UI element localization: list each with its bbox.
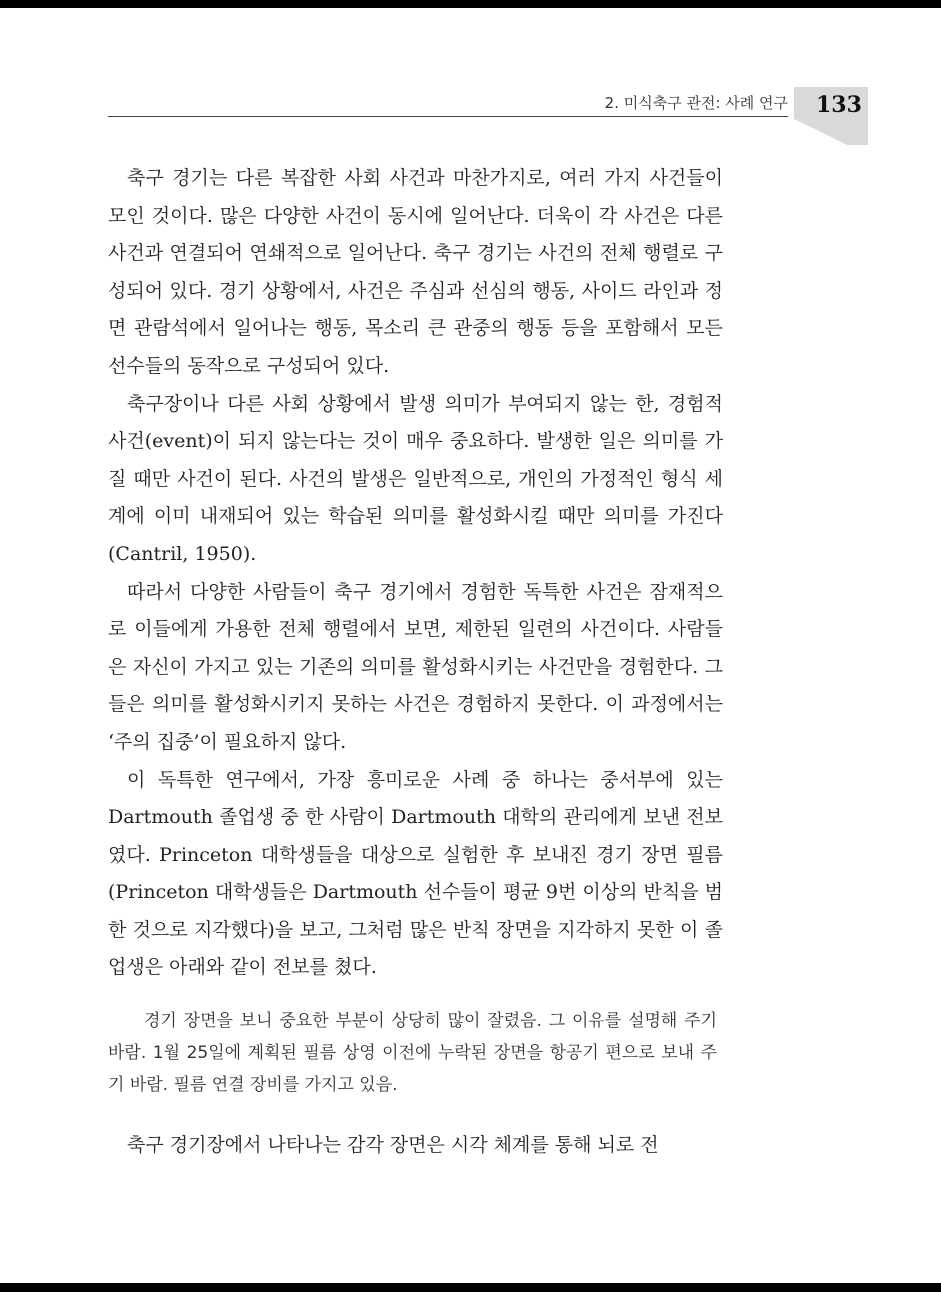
book-page bbox=[0, 8, 941, 1283]
telegram-quote: 경기 장면을 보니 중요한 부분이 상당히 많이 잘렸음. 그 이유를 설명해 주기 바람. 1월 25일에 계획된 필름 상영 이전에 누락된 장면을 항공기 편으로 보내 주기 바람. 필름 연결 장비를 가지고 있음. bbox=[108, 1011, 717, 1096]
page-number: 133 bbox=[816, 92, 862, 118]
running-title: 2. 미식축구 관전: 사례 연구 bbox=[604, 94, 788, 112]
paragraph: 축구장이나 다른 사회 상황에서 발생 의미가 부여되지 않는 한, 경험적 사건(event)이 되지 않는다는 것이 매우 중요하다. 발생한 일은 의미를 가질 때만 사건이 된다. 사건의 발생은 일반적으로, 개인의 가정적인 형식 세계에 이미 내재되어 있는 학습된 의미를 활성화시킬 때만 의미를 가진다(Cantril, 1950). bbox=[108, 392, 723, 565]
body-text bbox=[108, 160, 723, 1165]
paragraph: 이 독특한 연구에서, 가장 흥미로운 사례 중 하나는 중서부에 있는 Dartmouth 졸업생 중 한 사람이 Dartmouth 대학의 관리에게 보낸 전보였다. Princeton 대학생들을 대상으로 실험한 후 보내진 경기 장면 필름(Princeton 대학생들은 Dartmouth 선수들이 평균 9번 이상의 반칙을 범한 것으로 지각했다)을 보고, 그처럼 많은 반칙 장면을 지각하지 못한 이 졸업생은 아래와 같이 전보를 쳤다. bbox=[108, 768, 723, 979]
paragraph: 따라서 다양한 사람들이 축구 경기에서 경험한 독특한 사건은 잠재적으로 이들에게 가용한 전체 행렬에서 보면, 제한된 일련의 사건이다. 사람들은 자신이 가지고 있는 기존의 의미를 활성화시키는 사건만을 경험한다. 그들은 의미를 활성화시키지 못하는 사건은 경험하지 못한다. 이 과정에서는 ‘주의 집중’이 필요하지 않다. bbox=[108, 580, 723, 753]
closing-paragraph: 축구 경기장에서 나타나는 감각 장면은 시각 체계를 통해 뇌로 전 bbox=[127, 1134, 659, 1157]
paragraph: 축구 경기는 다른 복잡한 사회 사건과 마찬가지로, 여러 가지 사건들이 모인 것이다. 많은 다양한 사건이 동시에 일어난다. 더욱이 각 사건은 다른 사건과 연결되어 연쇄적으로 일어난다. 축구 경기는 사건의 전체 행렬로 구성되어 있다. 경기 상황에서, 사건은 주심과 선심의 행동, 사이드 라인과 정면 관람석에서 일어나는 행동, 목소리 큰 관중의 행동 등을 포함해서 모든 선수들의 동작으로 구성되어 있다. bbox=[108, 167, 723, 377]
running-header bbox=[108, 90, 788, 117]
